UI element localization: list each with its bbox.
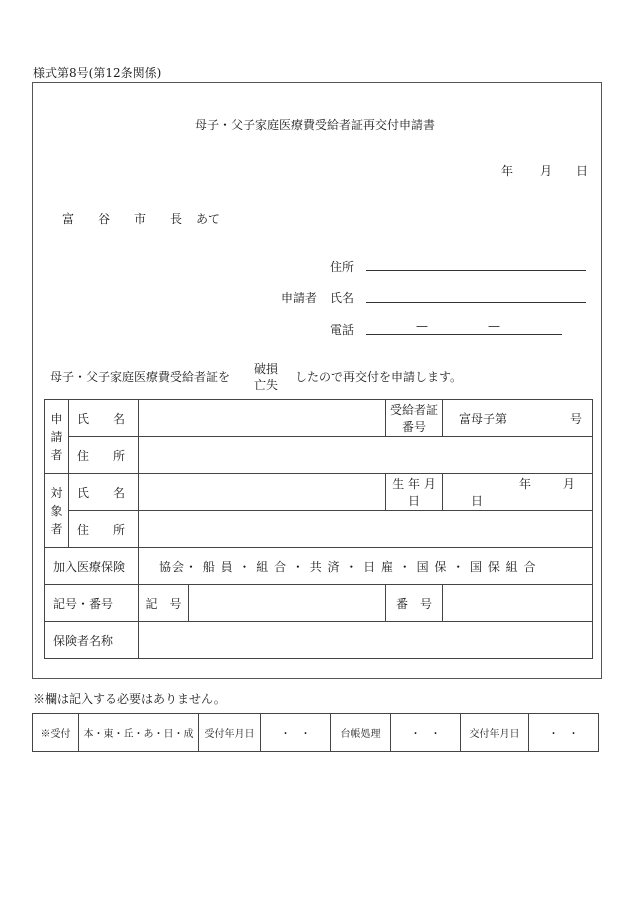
branches-options[interactable]: 本・東・丘・あ・日・成 — [79, 714, 199, 752]
date-month-label: 月 — [540, 164, 553, 178]
application-table — [44, 399, 593, 659]
note-text: ※欄は記入する必要はありません。 — [33, 692, 226, 706]
symbol-label: 記 号 — [139, 585, 189, 622]
issue-date-field[interactable]: ・ ・ — [261, 714, 331, 752]
form-title: 母子・父子家庭医療費受給者証再交付申請書 — [194, 118, 435, 132]
cert-prefix: 富母子第 — [459, 411, 508, 426]
birth-day: 日 — [471, 494, 484, 508]
insurance-label: 加入医療保険 — [45, 548, 139, 585]
insurance-options[interactable]: 協会・ 船 員 ・ 組 合 ・ 共 済 ・ 日 雇 ・ 国 保 ・ 国 保 組 合 — [139, 548, 593, 585]
ledger-date-field[interactable]: ・ ・ — [391, 714, 461, 752]
received-label: ※受付 — [33, 714, 79, 752]
number-label: 番 号 — [386, 585, 443, 622]
name-label: 氏名 — [330, 291, 355, 305]
name-input-line[interactable] — [366, 302, 586, 303]
applicant-name-field[interactable] — [139, 400, 386, 437]
statement-suffix: したので再交付を申請します。 — [295, 370, 463, 384]
cert-number-label: 受給者証番号 — [386, 400, 443, 437]
applicant-group-cell: 申 請 者 — [45, 400, 69, 474]
addressee-suffix: あて — [196, 212, 221, 226]
office-use-table — [32, 713, 599, 752]
applicant-address-field[interactable] — [139, 437, 593, 474]
form-number-label: 様式第8号(第12条関係) — [33, 66, 162, 80]
issue-date-label: 受付年月日 — [199, 714, 261, 752]
applicant-address-label: 住 所 — [69, 437, 139, 474]
date-day-label: 日 — [576, 164, 589, 178]
birth-year: 年 — [519, 477, 532, 491]
target-address-field[interactable] — [139, 511, 593, 548]
applicant-label: 申請者 — [281, 291, 318, 305]
birthdate-field[interactable] — [443, 474, 593, 511]
target-group-cell: 対 象 者 — [45, 474, 69, 548]
phone-label: 電話 — [330, 323, 355, 337]
target-name-label: 氏 名 — [69, 474, 139, 511]
target-address-label: 住 所 — [69, 511, 139, 548]
delivery-date-field[interactable]: ・ ・ — [529, 714, 599, 752]
ledger-label: 台帳処理 — [331, 714, 391, 752]
delivery-date-label: 交付年月日 — [461, 714, 529, 752]
cert-number-field[interactable] — [443, 400, 593, 437]
cert-suffix: 号 — [570, 411, 583, 426]
applicant-name-label: 氏 名 — [69, 400, 139, 437]
birthdate-label: 生 年 月 日 — [386, 474, 443, 511]
date-year-label: 年 — [501, 164, 514, 178]
symbol-field[interactable] — [189, 585, 386, 622]
symbol-number-label: 記号・番号 — [45, 585, 139, 622]
insurer-name-label: 保険者名称 — [45, 622, 139, 659]
address-input-line[interactable] — [366, 270, 586, 271]
number-field[interactable] — [443, 585, 593, 622]
phone-dash-1: — — [416, 319, 428, 333]
reason-lost[interactable]: 亡失 — [254, 378, 279, 392]
target-name-field[interactable] — [139, 474, 386, 511]
phone-input-line[interactable] — [366, 334, 562, 335]
insurer-name-field[interactable] — [139, 622, 593, 659]
phone-dash-2: — — [488, 319, 500, 333]
birth-month: 月 — [562, 477, 575, 491]
address-label: 住所 — [330, 260, 355, 274]
reason-damaged[interactable]: 破損 — [254, 362, 279, 376]
statement-prefix: 母子・父子家庭医療費受給者証を — [50, 370, 231, 384]
addressee-city: 富 谷 市 長 — [62, 212, 183, 226]
